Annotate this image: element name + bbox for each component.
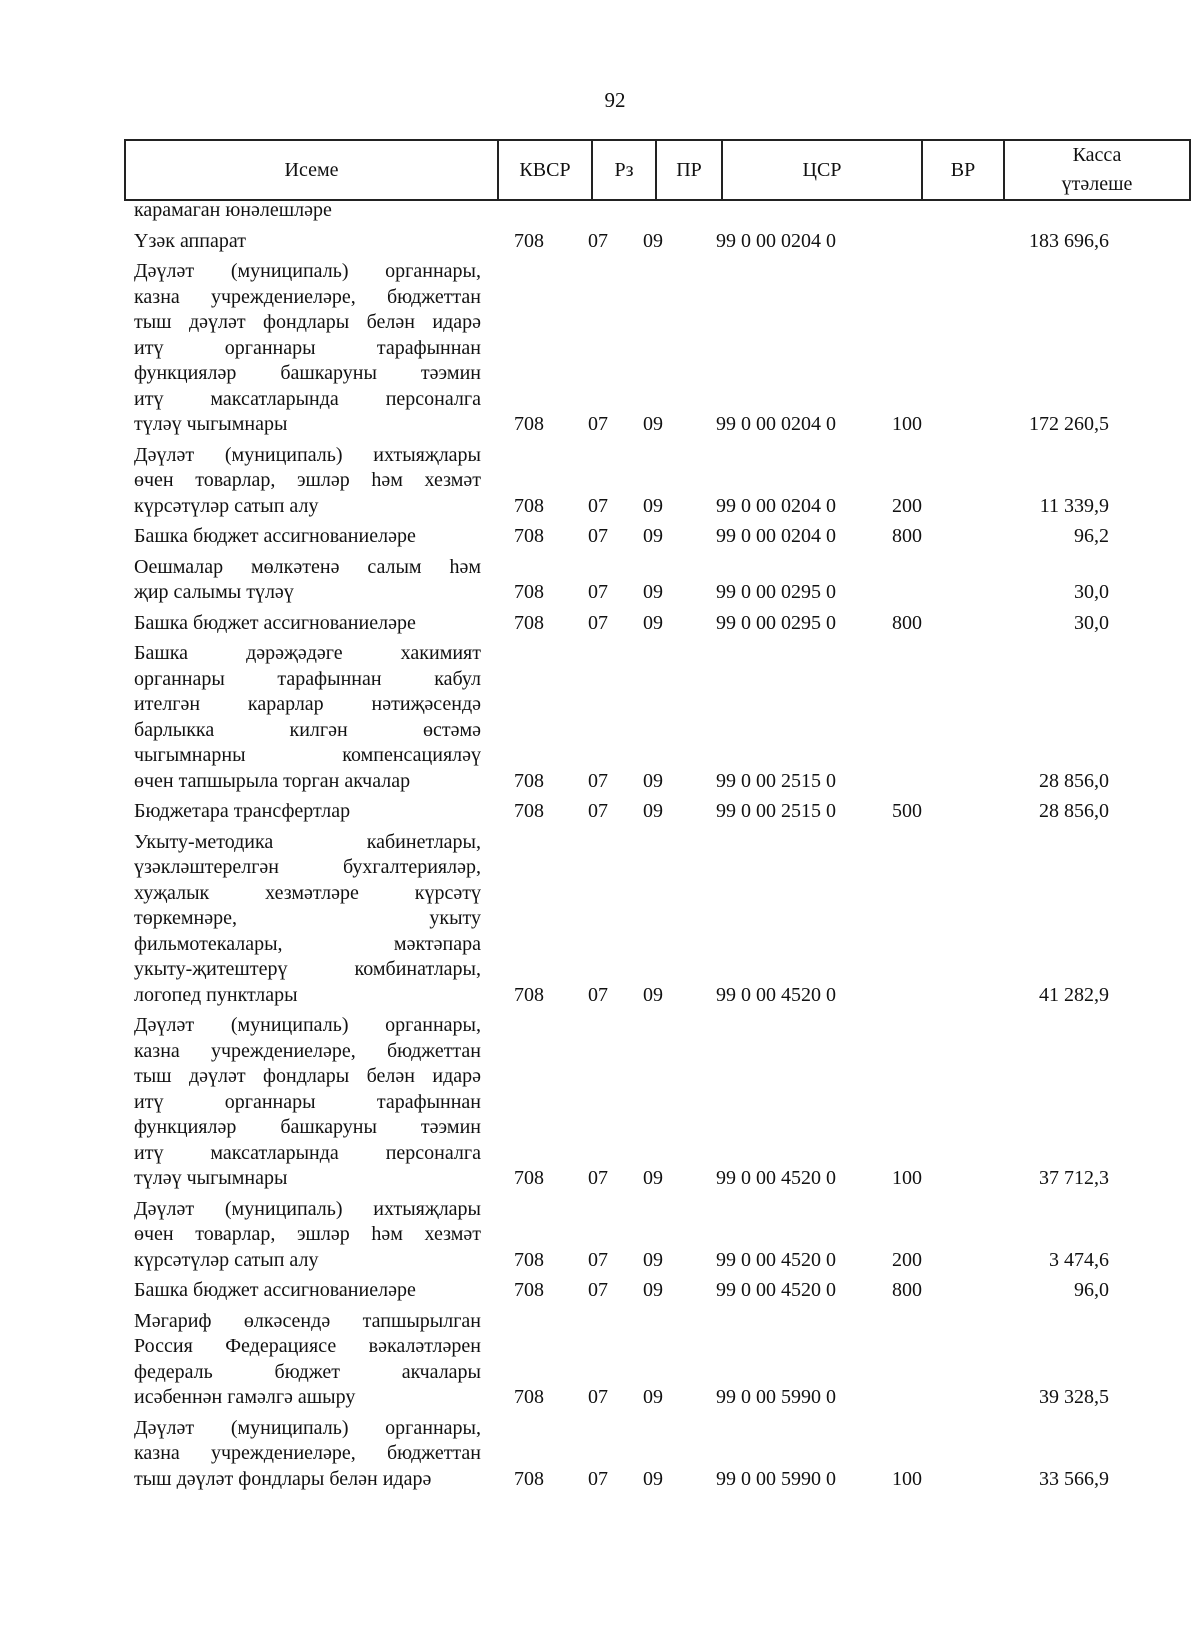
row-name-line: тыш дәүләт фондлары белән идарә <box>134 311 481 333</box>
row-csr: 99 0 00 5990 0 <box>716 1467 836 1490</box>
row-kvsr: 708 <box>514 494 544 517</box>
row-csr: 99 0 00 0295 0 <box>716 611 836 634</box>
row-csr: 99 0 00 4520 0 <box>716 1279 836 1301</box>
header-csr: ЦСР <box>722 140 922 200</box>
row-vr: 100 <box>892 1467 922 1490</box>
row-rz: 07 <box>588 769 608 792</box>
row-name-line: өчен тапшырыла торган акчалар <box>134 769 411 792</box>
table-row <box>124 1304 1119 1411</box>
row-name-line: карамаган юнәлешләре <box>134 199 332 221</box>
row-name-line: казна учреждениеләре, бюджеттан <box>134 1442 481 1464</box>
table-row <box>124 1008 1119 1192</box>
table-row <box>124 254 1119 438</box>
row-name-line: органнары тарафыннан кабул <box>134 667 481 690</box>
row-kvsr: 708 <box>514 525 544 547</box>
row-rz: 07 <box>588 229 608 252</box>
row-name-line: түләү чыгымнары <box>134 1167 288 1189</box>
row-name-line: итү органнары тарафыннан <box>134 1090 481 1113</box>
row-vr: 200 <box>892 1248 922 1271</box>
header-amount-line2: үтәлеше <box>1061 173 1133 195</box>
row-name-line: логопед пунктлары <box>134 983 298 1006</box>
header-vr: ВР <box>922 140 1004 200</box>
row-name-line: Россия Федерациясе вәкаләтләрен <box>134 1335 481 1357</box>
row-amount: 33 566,9 <box>1039 1467 1109 1490</box>
table-row <box>124 1273 1119 1304</box>
row-name-line: күрсәтүләр сатып алу <box>134 494 319 517</box>
row-name <box>124 606 487 637</box>
row-name-line: өчен товарлар, эшләр һәм хезмәт <box>134 1223 481 1245</box>
row-amount: 11 339,9 <box>1039 494 1109 517</box>
row-name-line: Дәүләт (муниципаль) ихтыяҗлары <box>134 443 481 466</box>
row-pr: 09 <box>643 983 663 1006</box>
row-amount: 28 856,0 <box>1039 769 1109 792</box>
row-name-line: Башка дәрәҗәдәге хакимият <box>134 642 481 664</box>
row-csr: 99 0 00 4520 0 <box>716 1167 836 1189</box>
row-name <box>124 636 487 794</box>
table-row <box>124 224 1119 255</box>
row-name-line: тыш дәүләт фондлары белән идарә <box>134 1467 432 1490</box>
row-name <box>124 1273 487 1304</box>
table-row <box>124 550 1119 606</box>
row-name <box>124 794 487 825</box>
row-name-line: өчен товарлар, эшләр һәм хезмәт <box>134 469 481 491</box>
row-name-line: Дәүләт (муниципаль) органнары, <box>134 1014 481 1036</box>
row-kvsr: 708 <box>514 1279 544 1301</box>
row-name-line: үзәкләштерелгән бухгалтерияләр, <box>134 856 481 878</box>
header-row <box>125 140 1190 200</box>
row-name-line: казна учреждениеләре, бюджеттан <box>134 285 481 308</box>
row-name-line: Дәүләт (муниципаль) ихтыяҗлары <box>134 1197 481 1220</box>
row-name-line: Бюджетара трансфертлар <box>134 800 351 822</box>
row-name-line: федераль бюджет акчалары <box>134 1360 481 1383</box>
row-csr: 99 0 00 0295 0 <box>716 581 836 603</box>
row-vr: 500 <box>892 800 922 822</box>
row-name-line: Дәүләт (муниципаль) органнары, <box>134 1416 481 1439</box>
row-name-line: Мәгариф өлкәсендә тапшырылган <box>134 1309 481 1332</box>
page-number: 92 <box>604 88 626 112</box>
row-amount: 172 260,5 <box>1029 413 1109 435</box>
row-pr <box>625 198 681 224</box>
row-pr: 09 <box>643 769 663 792</box>
row-pr: 09 <box>643 800 663 822</box>
row-name-line: итү максатларында персоналга <box>134 387 481 410</box>
row-pr: 09 <box>643 1279 663 1301</box>
row-kvsr: 708 <box>514 413 544 435</box>
row-name-line: Башка бюджет ассигнованиеләре <box>134 611 416 634</box>
table-row <box>124 438 1119 520</box>
row-amount: 30,0 <box>1074 611 1109 634</box>
row-csr: 99 0 00 0204 0 <box>716 413 836 435</box>
row-name <box>124 825 487 1009</box>
table-row <box>124 606 1119 637</box>
row-amount: 37 712,3 <box>1039 1167 1109 1189</box>
row-name-line: түләү чыгымнары <box>134 413 288 435</box>
row-name <box>124 438 487 520</box>
row-name-line: төркемнәре, укыту <box>134 907 481 929</box>
row-vr: 100 <box>892 413 922 435</box>
row-rz: 07 <box>588 611 608 634</box>
row-amount: 183 696,6 <box>1029 229 1109 252</box>
row-rz: 07 <box>588 1467 608 1490</box>
row-name <box>124 550 487 606</box>
row-amount: 96,0 <box>1074 1279 1109 1301</box>
row-name-line: функцияләр башкаруны тәэмин <box>134 1116 481 1138</box>
row-kvsr: 708 <box>514 1467 544 1490</box>
row-pr: 09 <box>643 525 663 547</box>
row-rz: 07 <box>588 494 608 517</box>
row-kvsr: 708 <box>514 800 544 822</box>
header-amount-line1: Касса <box>1072 144 1122 166</box>
row-name-line: укыту-җитештерү комбинатлары, <box>134 958 481 980</box>
table-body <box>124 198 1119 1492</box>
row-rz: 07 <box>588 1279 608 1301</box>
row-csr: 99 0 00 0204 0 <box>716 229 836 252</box>
row-csr: 99 0 00 2515 0 <box>716 769 836 792</box>
row-vr <box>871 550 943 606</box>
row-pr: 09 <box>643 1386 663 1408</box>
row-kvsr: 708 <box>514 611 544 634</box>
row-name <box>124 1411 487 1493</box>
row-rz: 07 <box>588 1386 608 1408</box>
row-amount: 39 328,5 <box>1039 1386 1109 1408</box>
header-kvsr: КВСР <box>498 140 592 200</box>
row-vr <box>871 825 943 1009</box>
row-rz <box>571 198 625 224</box>
row-name-line: тыш дәүләт фондлары белән идарә <box>134 1065 481 1087</box>
row-kvsr: 708 <box>514 229 544 252</box>
row-name-line: чыгымнарны компенсацияләү <box>134 744 481 766</box>
row-csr: 99 0 00 5990 0 <box>716 1386 836 1408</box>
table-row <box>124 1192 1119 1274</box>
row-rz: 07 <box>588 525 608 547</box>
header-name: Исеме <box>125 140 498 200</box>
row-kvsr: 708 <box>514 983 544 1006</box>
row-amount <box>943 198 1119 224</box>
row-pr: 09 <box>643 494 663 517</box>
row-kvsr: 708 <box>514 581 544 603</box>
row-name-line: хуҗалык хезмәтләре күрсәтү <box>134 881 481 904</box>
row-csr: 99 0 00 0204 0 <box>716 494 836 517</box>
row-kvsr <box>487 198 571 224</box>
row-name <box>124 1304 487 1411</box>
row-amount: 28 856,0 <box>1039 800 1109 822</box>
row-name-line: ителгән карарлар нәтиҗәсендә <box>134 693 481 715</box>
row-kvsr: 708 <box>514 1248 544 1271</box>
row-name-line: Оешмалар мөлкәтенә салым һәм <box>134 555 481 578</box>
table-row <box>124 1411 1119 1493</box>
table-row <box>124 198 1119 224</box>
row-name-line: функцияләр башкаруны тәэмин <box>134 362 481 384</box>
row-csr <box>681 198 871 224</box>
header-pr: ПР <box>656 140 722 200</box>
row-amount: 30,0 <box>1074 581 1109 603</box>
table-row <box>124 794 1119 825</box>
row-pr: 09 <box>643 1167 663 1189</box>
row-vr <box>871 198 943 224</box>
row-amount: 3 474,6 <box>1049 1248 1109 1271</box>
row-pr: 09 <box>643 1248 663 1271</box>
row-name-line: Башка бюджет ассигнованиеләре <box>134 1279 416 1301</box>
header-amount <box>1004 140 1190 200</box>
row-vr <box>871 224 943 255</box>
table-header <box>124 139 1191 201</box>
row-name-line: җир салымы түләү <box>134 581 294 603</box>
row-name-line: казна учреждениеләре, бюджеттан <box>134 1039 481 1062</box>
row-name-line: барлыкка килгән өстәмә <box>134 718 481 741</box>
row-name-line: Укыту-методика кабинетлары, <box>134 830 481 853</box>
row-pr: 09 <box>643 413 663 435</box>
row-kvsr: 708 <box>514 1386 544 1408</box>
row-name-line: Дәүләт (муниципаль) органнары, <box>134 260 481 282</box>
row-vr: 800 <box>892 611 922 634</box>
row-pr: 09 <box>643 229 663 252</box>
row-name-line: итү органнары тарафыннан <box>134 336 481 359</box>
row-vr: 800 <box>892 1279 922 1301</box>
row-name-line: исәбеннән гамәлгә ашыру <box>134 1386 356 1408</box>
row-name <box>124 198 487 224</box>
row-rz: 07 <box>588 413 608 435</box>
table-row <box>124 825 1119 1009</box>
budget-table <box>124 198 1119 1492</box>
row-vr <box>871 1304 943 1411</box>
row-name <box>124 1008 487 1192</box>
row-vr: 200 <box>892 494 922 517</box>
row-csr: 99 0 00 0204 0 <box>716 525 836 547</box>
row-name-line: фильмотекалары, мәктәпара <box>134 932 481 955</box>
row-kvsr: 708 <box>514 769 544 792</box>
row-pr: 09 <box>643 611 663 634</box>
row-name <box>124 224 487 255</box>
row-name <box>124 1192 487 1274</box>
row-name-line: Башка бюджет ассигнованиеләре <box>134 525 416 547</box>
row-csr: 99 0 00 2515 0 <box>716 800 836 822</box>
row-vr: 800 <box>892 525 922 547</box>
row-name-line: итү максатларында персоналга <box>134 1141 481 1164</box>
row-pr: 09 <box>643 581 663 603</box>
row-rz: 07 <box>588 1248 608 1271</box>
row-rz: 07 <box>588 1167 608 1189</box>
row-name <box>124 254 487 438</box>
row-name <box>124 519 487 550</box>
row-rz: 07 <box>588 800 608 822</box>
row-name-line: Үзәк аппарат <box>134 229 246 252</box>
row-amount: 96,2 <box>1074 525 1109 547</box>
row-kvsr: 708 <box>514 1167 544 1189</box>
row-name-line: күрсәтүләр сатып алу <box>134 1248 319 1271</box>
row-rz: 07 <box>588 983 608 1006</box>
header-rz: Рз <box>592 140 656 200</box>
table-row <box>124 519 1119 550</box>
row-amount: 41 282,9 <box>1039 983 1109 1006</box>
table-row <box>124 636 1119 794</box>
row-csr: 99 0 00 4520 0 <box>716 1248 836 1271</box>
row-vr: 100 <box>892 1167 922 1189</box>
row-pr: 09 <box>643 1467 663 1490</box>
row-rz: 07 <box>588 581 608 603</box>
row-vr <box>871 636 943 794</box>
row-csr: 99 0 00 4520 0 <box>716 983 836 1006</box>
